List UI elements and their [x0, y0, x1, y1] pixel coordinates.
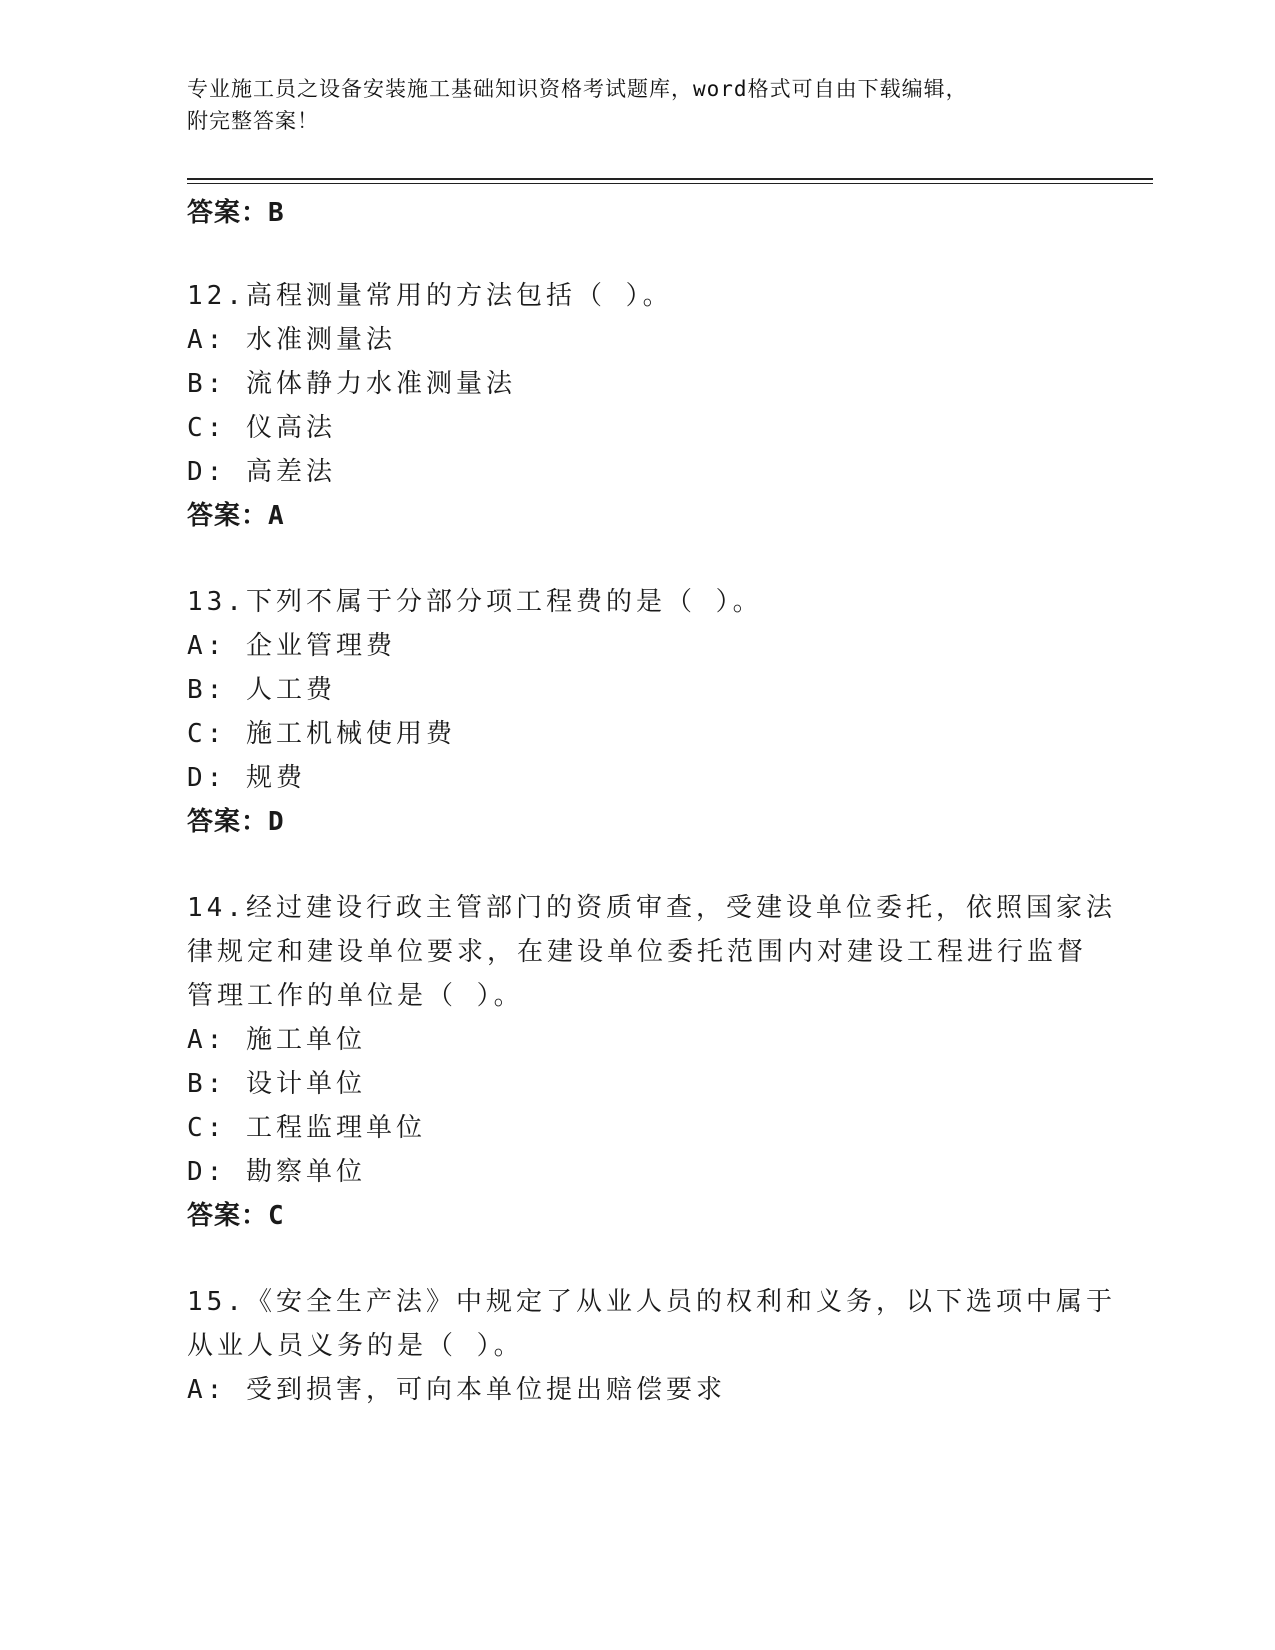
option-line: B: 流体静力水准测量法: [187, 369, 516, 399]
question-line: 15.《安全生产法》中规定了从业人员的权利和义务，以下选项中属于: [187, 1287, 1116, 1317]
option-line: B: 设计单位: [187, 1069, 366, 1099]
option-line: B: 人工费: [187, 675, 336, 705]
option-line: D: 高差法: [187, 457, 336, 487]
option-line: D: 勘察单位: [187, 1157, 366, 1187]
option-line: D: 规费: [187, 763, 306, 793]
header-line-2: 附完整答案！: [187, 109, 319, 133]
answer-line: 答案：C: [187, 1201, 285, 1231]
question-line: 12.高程测量常用的方法包括（ ）。: [187, 281, 673, 311]
answer-line: 答案：A: [187, 501, 285, 531]
header-divider-thin: [187, 183, 1153, 184]
question-line: 14.经过建设行政主管部门的资质审查，受建设单位委托，依照国家法: [187, 893, 1116, 923]
option-line: A: 水准测量法: [187, 325, 396, 355]
question-line: 从业人员义务的是（ ）。: [187, 1331, 524, 1361]
option-line: A: 受到损害，可向本单位提出赔偿要求: [187, 1375, 726, 1405]
option-line: C: 仪高法: [187, 413, 336, 443]
document-header: [187, 73, 1087, 137]
option-line: C: 施工机械使用费: [187, 719, 456, 749]
question-line: 13.下列不属于分部分项工程费的是（ ）。: [187, 587, 763, 617]
answer-line: 答案：D: [187, 807, 285, 837]
question-line: 律规定和建设单位要求，在建设单位委托范围内对建设工程进行监督: [187, 937, 1088, 967]
option-line: A: 企业管理费: [187, 631, 396, 661]
question-line: 管理工作的单位是（ ）。: [187, 981, 524, 1011]
option-line: A: 施工单位: [187, 1025, 366, 1055]
header-divider-thick: [187, 178, 1153, 180]
option-line: C: 工程监理单位: [187, 1113, 426, 1143]
header-line-1: 专业施工员之设备安装施工基础知识资格考试题库，word格式可自由下载编辑，: [187, 77, 968, 101]
answer-line: 答案：B: [187, 198, 285, 228]
